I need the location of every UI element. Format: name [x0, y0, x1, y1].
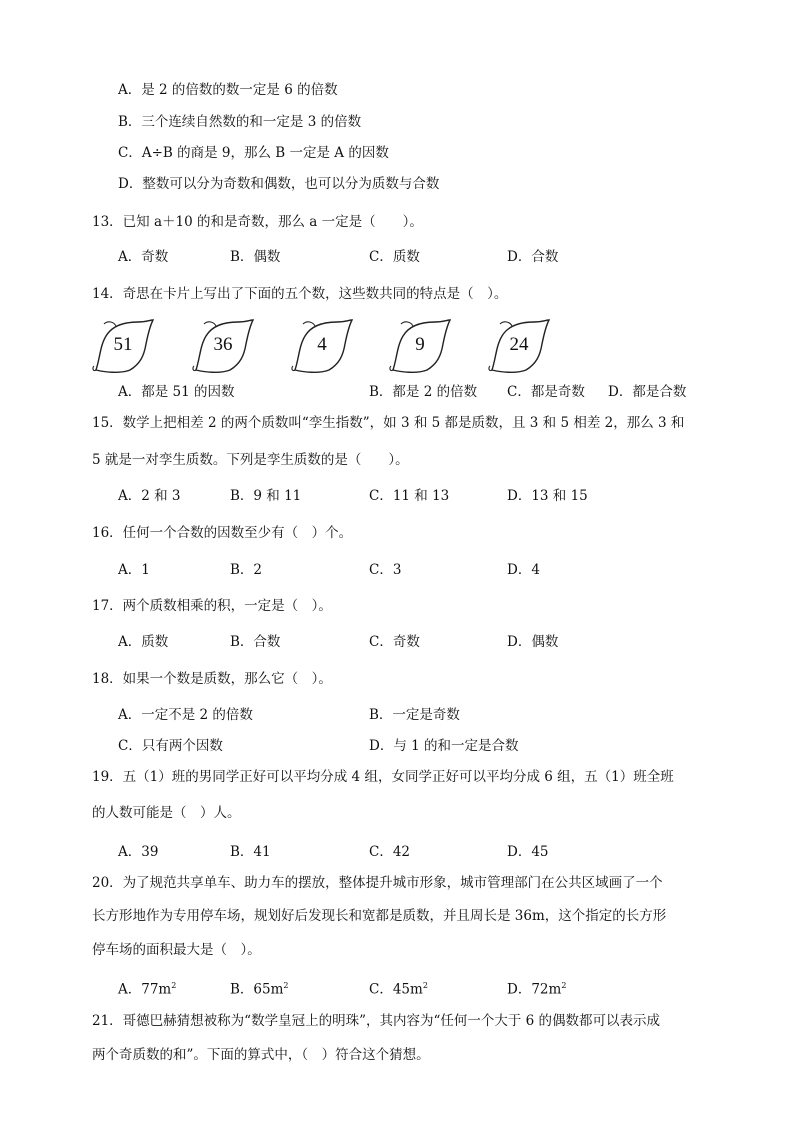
q15-stem-line2: 5 就是一对孪生质数。下列是孪生质数的是（ ）。 — [92, 452, 409, 468]
q18-option-d: D．与 1 的和一定是合数 — [369, 738, 519, 754]
q14-option-a: A．都是 51 的因数 — [118, 384, 235, 400]
q21-stem-line1: 21．哥德巴赫猜想被称为“数学皇冠上的明珠”，其内容为“任何一个大于 6 的偶数都可以表示成 — [92, 1013, 661, 1029]
q19-option-b: B．41 — [230, 844, 271, 860]
q17-option-d: D．偶数 — [507, 634, 559, 650]
q20-option-c: C．$45m^2$ — [369, 981, 428, 998]
q18-option-c: C．只有两个因数 — [118, 738, 223, 754]
q19-option-c: C．42 — [369, 844, 411, 860]
q21-stem-line2: 两个奇质数的和”。下面的算式中，（ ）符合这个猜想。 — [92, 1047, 430, 1063]
q17-option-a: A．质数 — [118, 634, 169, 650]
q17-option-b: B．合数 — [230, 634, 281, 650]
q19-stem-line2: 的人数可能是（ ）人。 — [92, 805, 241, 821]
q13-option-d: D．合数 — [507, 249, 559, 265]
q17-stem: 17．两个质数相乘的积，一定是（ ）。 — [92, 598, 332, 614]
q15-option-a: A．2 和 3 — [118, 488, 181, 504]
q14-option-d: D．都是合数 — [608, 384, 687, 400]
q20-option-b: B．$65m^2$ — [230, 981, 289, 998]
q19-option-a: A．39 — [118, 844, 159, 860]
q15-option-c: C．11 和 13 — [369, 488, 450, 504]
number-card — [289, 318, 355, 374]
q16-option-d: D．4 — [507, 562, 540, 578]
q12-option-d: D．整数可以分为奇数和偶数，也可以分为质数与合数 — [118, 176, 440, 192]
q20-option-d: D．$72m^2$ — [507, 981, 567, 998]
q16-option-a: A．1 — [118, 562, 150, 578]
q16-stem: 16．任何一个合数的因数至少有（ ）个。 — [92, 525, 353, 541]
q13-option-b: B．偶数 — [230, 249, 281, 265]
q14-option-c: C．都是奇数 — [507, 384, 585, 400]
q14-option-b: B．都是 2 的倍数 — [369, 384, 478, 400]
q18-option-b: B．一定是奇数 — [369, 707, 460, 723]
q16-option-c: C．3 — [369, 562, 402, 578]
q19-option-d: D．45 — [507, 844, 549, 860]
card-number: 36 — [213, 334, 233, 355]
q12-option-b: B．三个连续自然数的和一定是 3 的倍数 — [118, 114, 362, 130]
number-card — [90, 318, 156, 374]
q15-option-d: D．13 和 15 — [507, 488, 588, 504]
q12-option-a: A．是 2 的倍数的数一定是 6 的倍数 — [118, 82, 338, 98]
q12-option-c: C．A÷B 的商是 9，那么 B 一定是 A 的因数 — [118, 145, 389, 161]
q14-stem: 14．奇思在卡片上写出了下面的五个数，这些数共同的特点是（ ）。 — [92, 286, 508, 302]
q18-option-a: A．一定不是 2 的倍数 — [118, 707, 253, 723]
q15-stem-line1: 15．数学上把相差 2 的两个质数叫“孪生指数”，如 3 和 5 都是质数，且 3 和 5 相差 2，那么 3 和 — [92, 415, 685, 431]
q20-stem-line1: 20．为了规范共享单车、助力车的摆放，整体提升城市形象，城市管理部门在公共区域画了一个 — [92, 875, 663, 891]
card-number: 9 — [415, 334, 425, 355]
number-card — [190, 318, 256, 374]
q16-option-b: B．2 — [230, 562, 263, 578]
number-card — [387, 318, 453, 374]
q20-stem-line3: 停车场的面积最大是（ ）。 — [92, 942, 261, 958]
card-number: 4 — [317, 334, 327, 355]
q15-option-b: B．9 和 11 — [230, 488, 302, 504]
number-card — [486, 318, 552, 374]
q17-option-c: C．奇数 — [369, 634, 420, 650]
card-number: 24 — [509, 334, 529, 355]
q20-option-a: A．$77m^2$ — [118, 981, 177, 998]
q19-stem-line1: 19．五（1）班的男同学正好可以平均分成 4 组，女同学正好可以平均分成 6 组，五（1）班全班 — [92, 769, 674, 785]
q13-option-c: C．质数 — [369, 249, 420, 265]
q18-stem: 18．如果一个数是质数，那么它（ ）。 — [92, 671, 332, 687]
card-number: 51 — [113, 334, 133, 355]
q20-stem-line2: 长方形地作为专用停车场，规划好后发现长和宽都是质数，并且周长是 36m，这个指定的长方形 — [92, 908, 667, 924]
q13-stem: 13．已知 a＋10 的和是奇数，那么 a 一定是（ ）。 — [92, 214, 423, 230]
q13-option-a: A．奇数 — [118, 249, 169, 265]
